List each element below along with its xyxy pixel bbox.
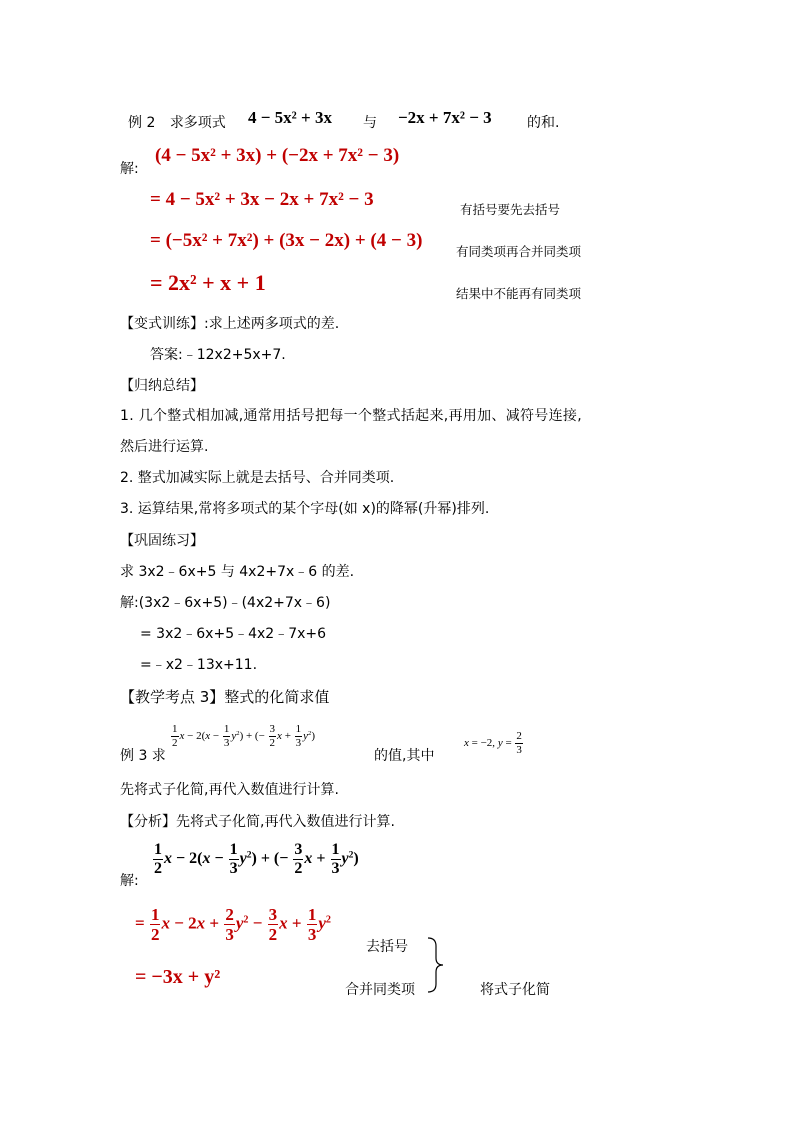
summary-heading: 【归纳总结】 xyxy=(120,378,204,394)
example3-hint: 先将式子化简,再代入数值进行计算. xyxy=(120,782,339,798)
summary-item3: 3. 运算结果,常将多项式的某个字母(如 x)的降幂(升幂)排列. xyxy=(120,501,490,517)
solution1-label: 解: xyxy=(120,161,139,177)
example2-label: 例 2 xyxy=(128,115,156,131)
practice-sol-line3: =﹣x2﹣13x+11. xyxy=(140,657,258,673)
solution3-result: = −3x + y² xyxy=(135,966,221,988)
practice-sol-line2: = 3x2﹣6x+5﹣4x2﹣7x+6 xyxy=(140,626,327,642)
practice-sol-line1: 解:(3x2﹣6x+5)﹣(4x2+7x﹣6) xyxy=(120,595,331,611)
summary-item1-line2: 然后进行运算. xyxy=(120,439,209,455)
brace-result-label: 将式子化简 xyxy=(480,982,550,998)
connector-text: 与 xyxy=(363,115,377,131)
solution1-line2: = 4 − 5x² + 3x − 2x + 7x² − 3 xyxy=(150,189,374,210)
example2-line xyxy=(128,112,226,132)
example3-label: 例 3 求 xyxy=(120,748,166,764)
solution1-note4: 结果中不能再有同类项 xyxy=(456,286,582,301)
brace-top-label: 去括号 xyxy=(366,939,408,955)
brace-bottom-label: 合并同类项 xyxy=(345,982,415,998)
example3-analysis: 【分析】先将式子化简,再代入数值进行计算. xyxy=(120,814,395,830)
solution1-line4: = 2x² + x + 1 xyxy=(150,270,266,295)
example3-given: x = −2, y = $\frac{2}{3}$ xyxy=(464,730,522,756)
variant-heading: 【变式训练】:求上述两多项式的差. xyxy=(120,316,340,332)
example3-mid-text: 的值,其中 xyxy=(374,748,435,764)
variant-answer: 答案:﹣12x2+5x+7. xyxy=(150,347,286,363)
poly-a: 4 − 5x² + 3x xyxy=(248,108,332,127)
solution3-line1: $\frac{1}{2}$ x − 2(x − $\frac{1}{3}$ $y^2$) + (− $\frac{3}{2}$ x + $\frac{1}{3}$ $y^2$) xyxy=(154,841,359,877)
poly-b: −2x + 7x² − 3 xyxy=(398,108,492,127)
summary-item1-line1: 1. 几个整式相加减,通常用括号把每一个整式括起来,再用加、减符号连接, xyxy=(120,408,582,424)
solution3-line2: = $\frac{1}{2}$ x − 2x + $\frac{2}{3}$ $y^2$ − $\frac{3}{2}$ x + $\frac{1}{3}$ $y^2$ xyxy=(135,905,331,944)
solution1-line3: = (−5x² + 7x²) + (3x − 2x) + (4 − 3) xyxy=(150,230,423,251)
practice-heading: 【巩固练习】 xyxy=(120,533,204,549)
point3-heading: 【教学考点 3】整式的化简求值 xyxy=(120,688,330,706)
example2-suffix: 的和. xyxy=(527,115,560,131)
solution1-note3: 有同类项再合并同类项 xyxy=(456,244,582,259)
right-brace-icon xyxy=(426,936,446,994)
example3-expression: $\frac{1}{2}$ x − 2(x − $\frac{1}{3}$ $y^2$) + (− $\frac{3}{2}$ x + $\frac{1}{3}$ $y^2$) xyxy=(172,723,316,749)
solution1-note2: 有括号要先去括号 xyxy=(460,202,561,217)
solution3-label: 解: xyxy=(120,873,139,889)
summary-item2: 2. 整式加减实际上就是去括号、合并同类项. xyxy=(120,470,395,486)
solution1-line1: (4 − 5x² + 3x) + (−2x + 7x² − 3) xyxy=(155,145,400,166)
example2-prefix: 求多项式 xyxy=(169,115,226,131)
practice-question: 求 3x2﹣6x+5 与 4x2+7x﹣6 的差. xyxy=(120,564,355,580)
